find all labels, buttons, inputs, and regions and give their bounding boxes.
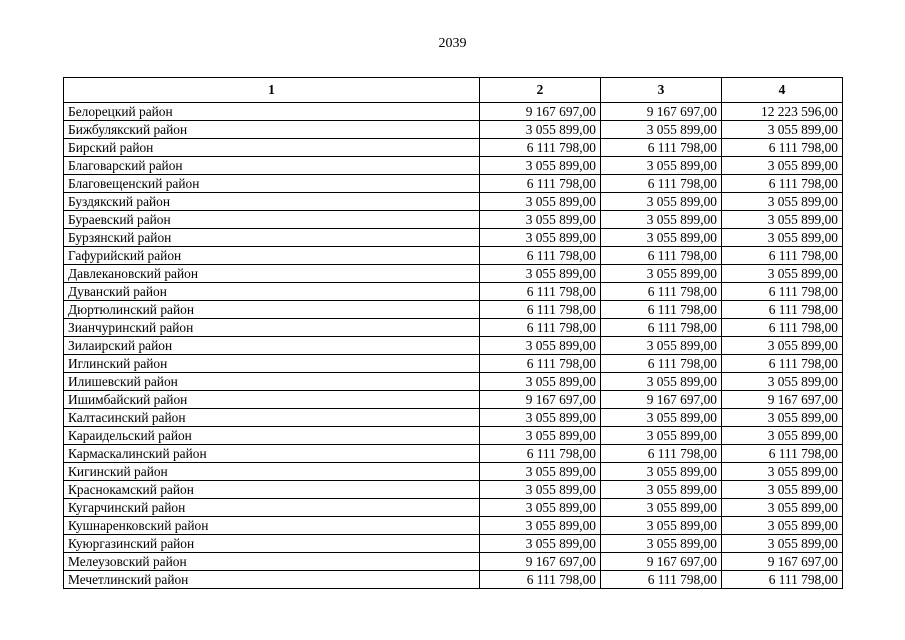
table-row <box>64 157 843 175</box>
amount-cell-col4: 3 055 899,00 <box>722 265 843 283</box>
amount-cell-col3: 3 055 899,00 <box>601 481 722 499</box>
amount-cell-col3: 3 055 899,00 <box>601 157 722 175</box>
amount-cell-col3: 3 055 899,00 <box>601 535 722 553</box>
amount-cell-col2: 3 055 899,00 <box>480 463 601 481</box>
amount-cell-col3: 3 055 899,00 <box>601 427 722 445</box>
amount-cell-col4: 3 055 899,00 <box>722 337 843 355</box>
amount-cell-col4: 6 111 798,00 <box>722 283 843 301</box>
district-name-cell: Белорецкий район <box>64 103 480 121</box>
district-name-cell: Зианчуринский район <box>64 319 480 337</box>
district-name-cell: Дуванский район <box>64 283 480 301</box>
table-row <box>64 121 843 139</box>
amount-cell-col2: 3 055 899,00 <box>480 373 601 391</box>
table-row <box>64 283 843 301</box>
table-row <box>64 553 843 571</box>
amount-cell-col4: 3 055 899,00 <box>722 409 843 427</box>
amount-cell-col4: 6 111 798,00 <box>722 247 843 265</box>
amount-cell-col2: 3 055 899,00 <box>480 157 601 175</box>
table-row <box>64 517 843 535</box>
amount-cell-col4: 9 167 697,00 <box>722 553 843 571</box>
amount-cell-col3: 9 167 697,00 <box>601 103 722 121</box>
amount-cell-col2: 3 055 899,00 <box>480 535 601 553</box>
column-header-2: 2 <box>480 78 601 103</box>
district-name-cell: Калтасинский район <box>64 409 480 427</box>
amount-cell-col4: 3 055 899,00 <box>722 211 843 229</box>
amount-cell-col4: 3 055 899,00 <box>722 157 843 175</box>
column-header-3: 3 <box>601 78 722 103</box>
table-row <box>64 337 843 355</box>
amount-cell-col4: 6 111 798,00 <box>722 175 843 193</box>
district-name-cell: Мелеузовский район <box>64 553 480 571</box>
amount-cell-col3: 6 111 798,00 <box>601 571 722 589</box>
amount-cell-col3: 3 055 899,00 <box>601 373 722 391</box>
amount-cell-col4: 3 055 899,00 <box>722 517 843 535</box>
table-row <box>64 409 843 427</box>
table-row <box>64 211 843 229</box>
amount-cell-col2: 6 111 798,00 <box>480 355 601 373</box>
district-name-cell: Гафурийский район <box>64 247 480 265</box>
district-name-cell: Кугарчинский район <box>64 499 480 517</box>
table-row <box>64 391 843 409</box>
table-row <box>64 103 843 121</box>
table-header-row <box>64 78 843 103</box>
amount-cell-col4: 3 055 899,00 <box>722 121 843 139</box>
amount-cell-col2: 9 167 697,00 <box>480 553 601 571</box>
amount-cell-col2: 3 055 899,00 <box>480 481 601 499</box>
amount-cell-col2: 3 055 899,00 <box>480 427 601 445</box>
amount-cell-col3: 3 055 899,00 <box>601 211 722 229</box>
amount-cell-col4: 3 055 899,00 <box>722 229 843 247</box>
district-name-cell: Куюргазинский район <box>64 535 480 553</box>
table-row <box>64 355 843 373</box>
amount-cell-col3: 3 055 899,00 <box>601 499 722 517</box>
amount-cell-col2: 3 055 899,00 <box>480 265 601 283</box>
district-name-cell: Бурзянский район <box>64 229 480 247</box>
amount-cell-col4: 3 055 899,00 <box>722 193 843 211</box>
amount-cell-col3: 3 055 899,00 <box>601 337 722 355</box>
district-name-cell: Кармаскалинский район <box>64 445 480 463</box>
amount-cell-col4: 6 111 798,00 <box>722 319 843 337</box>
table-row <box>64 139 843 157</box>
district-name-cell: Ишимбайский район <box>64 391 480 409</box>
amount-cell-col3: 9 167 697,00 <box>601 553 722 571</box>
table-row <box>64 373 843 391</box>
amount-cell-col3: 9 167 697,00 <box>601 391 722 409</box>
amount-cell-col4: 3 055 899,00 <box>722 499 843 517</box>
amount-cell-col2: 6 111 798,00 <box>480 139 601 157</box>
district-name-cell: Буздякский район <box>64 193 480 211</box>
table-row <box>64 265 843 283</box>
amount-cell-col3: 6 111 798,00 <box>601 355 722 373</box>
district-name-cell: Караидельский район <box>64 427 480 445</box>
amount-cell-col3: 3 055 899,00 <box>601 121 722 139</box>
amount-cell-col3: 3 055 899,00 <box>601 229 722 247</box>
district-name-cell: Кушнаренковский район <box>64 517 480 535</box>
amount-cell-col2: 6 111 798,00 <box>480 175 601 193</box>
table-row <box>64 193 843 211</box>
amount-cell-col2: 3 055 899,00 <box>480 409 601 427</box>
amount-cell-col4: 6 111 798,00 <box>722 445 843 463</box>
amount-cell-col2: 6 111 798,00 <box>480 301 601 319</box>
district-name-cell: Илишевский район <box>64 373 480 391</box>
amount-cell-col4: 6 111 798,00 <box>722 301 843 319</box>
table-row <box>64 499 843 517</box>
amount-cell-col3: 6 111 798,00 <box>601 247 722 265</box>
amount-cell-col4: 6 111 798,00 <box>722 571 843 589</box>
table-row <box>64 463 843 481</box>
table-row <box>64 571 843 589</box>
district-name-cell: Кигинский район <box>64 463 480 481</box>
amount-cell-col2: 9 167 697,00 <box>480 103 601 121</box>
amount-cell-col2: 6 111 798,00 <box>480 283 601 301</box>
amount-cell-col2: 6 111 798,00 <box>480 319 601 337</box>
amount-cell-col2: 6 111 798,00 <box>480 445 601 463</box>
district-name-cell: Краснокамский район <box>64 481 480 499</box>
column-header-4: 4 <box>722 78 843 103</box>
amount-cell-col2: 3 055 899,00 <box>480 337 601 355</box>
amount-cell-col3: 3 055 899,00 <box>601 409 722 427</box>
amount-cell-col2: 6 111 798,00 <box>480 247 601 265</box>
amount-cell-col3: 6 111 798,00 <box>601 283 722 301</box>
district-name-cell: Зилаирский район <box>64 337 480 355</box>
amount-cell-col2: 3 055 899,00 <box>480 229 601 247</box>
amount-cell-col2: 3 055 899,00 <box>480 211 601 229</box>
amount-cell-col3: 3 055 899,00 <box>601 265 722 283</box>
table-row <box>64 229 843 247</box>
amount-cell-col2: 6 111 798,00 <box>480 571 601 589</box>
district-name-cell: Мечетлинский район <box>64 571 480 589</box>
table-row <box>64 319 843 337</box>
district-name-cell: Давлекановский район <box>64 265 480 283</box>
district-name-cell: Благовещенский район <box>64 175 480 193</box>
amount-cell-col3: 3 055 899,00 <box>601 193 722 211</box>
amount-cell-col4: 3 055 899,00 <box>722 373 843 391</box>
amount-cell-col3: 6 111 798,00 <box>601 301 722 319</box>
amount-cell-col4: 9 167 697,00 <box>722 391 843 409</box>
amount-cell-col3: 6 111 798,00 <box>601 139 722 157</box>
table-row <box>64 175 843 193</box>
amount-cell-col4: 6 111 798,00 <box>722 355 843 373</box>
amount-cell-col4: 12 223 596,00 <box>722 103 843 121</box>
district-name-cell: Дюртюлинский район <box>64 301 480 319</box>
amount-cell-col3: 3 055 899,00 <box>601 463 722 481</box>
amount-cell-col2: 3 055 899,00 <box>480 517 601 535</box>
amount-cell-col2: 3 055 899,00 <box>480 499 601 517</box>
table-header <box>64 78 843 103</box>
table-row <box>64 535 843 553</box>
table-row <box>64 481 843 499</box>
amount-cell-col2: 3 055 899,00 <box>480 121 601 139</box>
district-allocation-table <box>63 77 843 589</box>
table-row <box>64 445 843 463</box>
district-name-cell: Благоварский район <box>64 157 480 175</box>
amount-cell-col3: 3 055 899,00 <box>601 517 722 535</box>
district-name-cell: Бижбулякский район <box>64 121 480 139</box>
district-name-cell: Бураевский район <box>64 211 480 229</box>
column-header-1: 1 <box>64 78 480 103</box>
table-body <box>64 103 843 589</box>
amount-cell-col4: 6 111 798,00 <box>722 139 843 157</box>
amount-cell-col2: 3 055 899,00 <box>480 193 601 211</box>
table-row <box>64 247 843 265</box>
table-row <box>64 427 843 445</box>
amount-cell-col3: 6 111 798,00 <box>601 175 722 193</box>
amount-cell-col3: 6 111 798,00 <box>601 445 722 463</box>
amount-cell-col4: 3 055 899,00 <box>722 535 843 553</box>
amount-cell-col4: 3 055 899,00 <box>722 463 843 481</box>
district-name-cell: Бирский район <box>64 139 480 157</box>
amount-cell-col2: 9 167 697,00 <box>480 391 601 409</box>
amount-cell-col3: 6 111 798,00 <box>601 319 722 337</box>
page-number: 2039 <box>438 36 467 51</box>
district-name-cell: Иглинский район <box>64 355 480 373</box>
amount-cell-col4: 3 055 899,00 <box>722 481 843 499</box>
table-row <box>64 301 843 319</box>
amount-cell-col4: 3 055 899,00 <box>722 427 843 445</box>
